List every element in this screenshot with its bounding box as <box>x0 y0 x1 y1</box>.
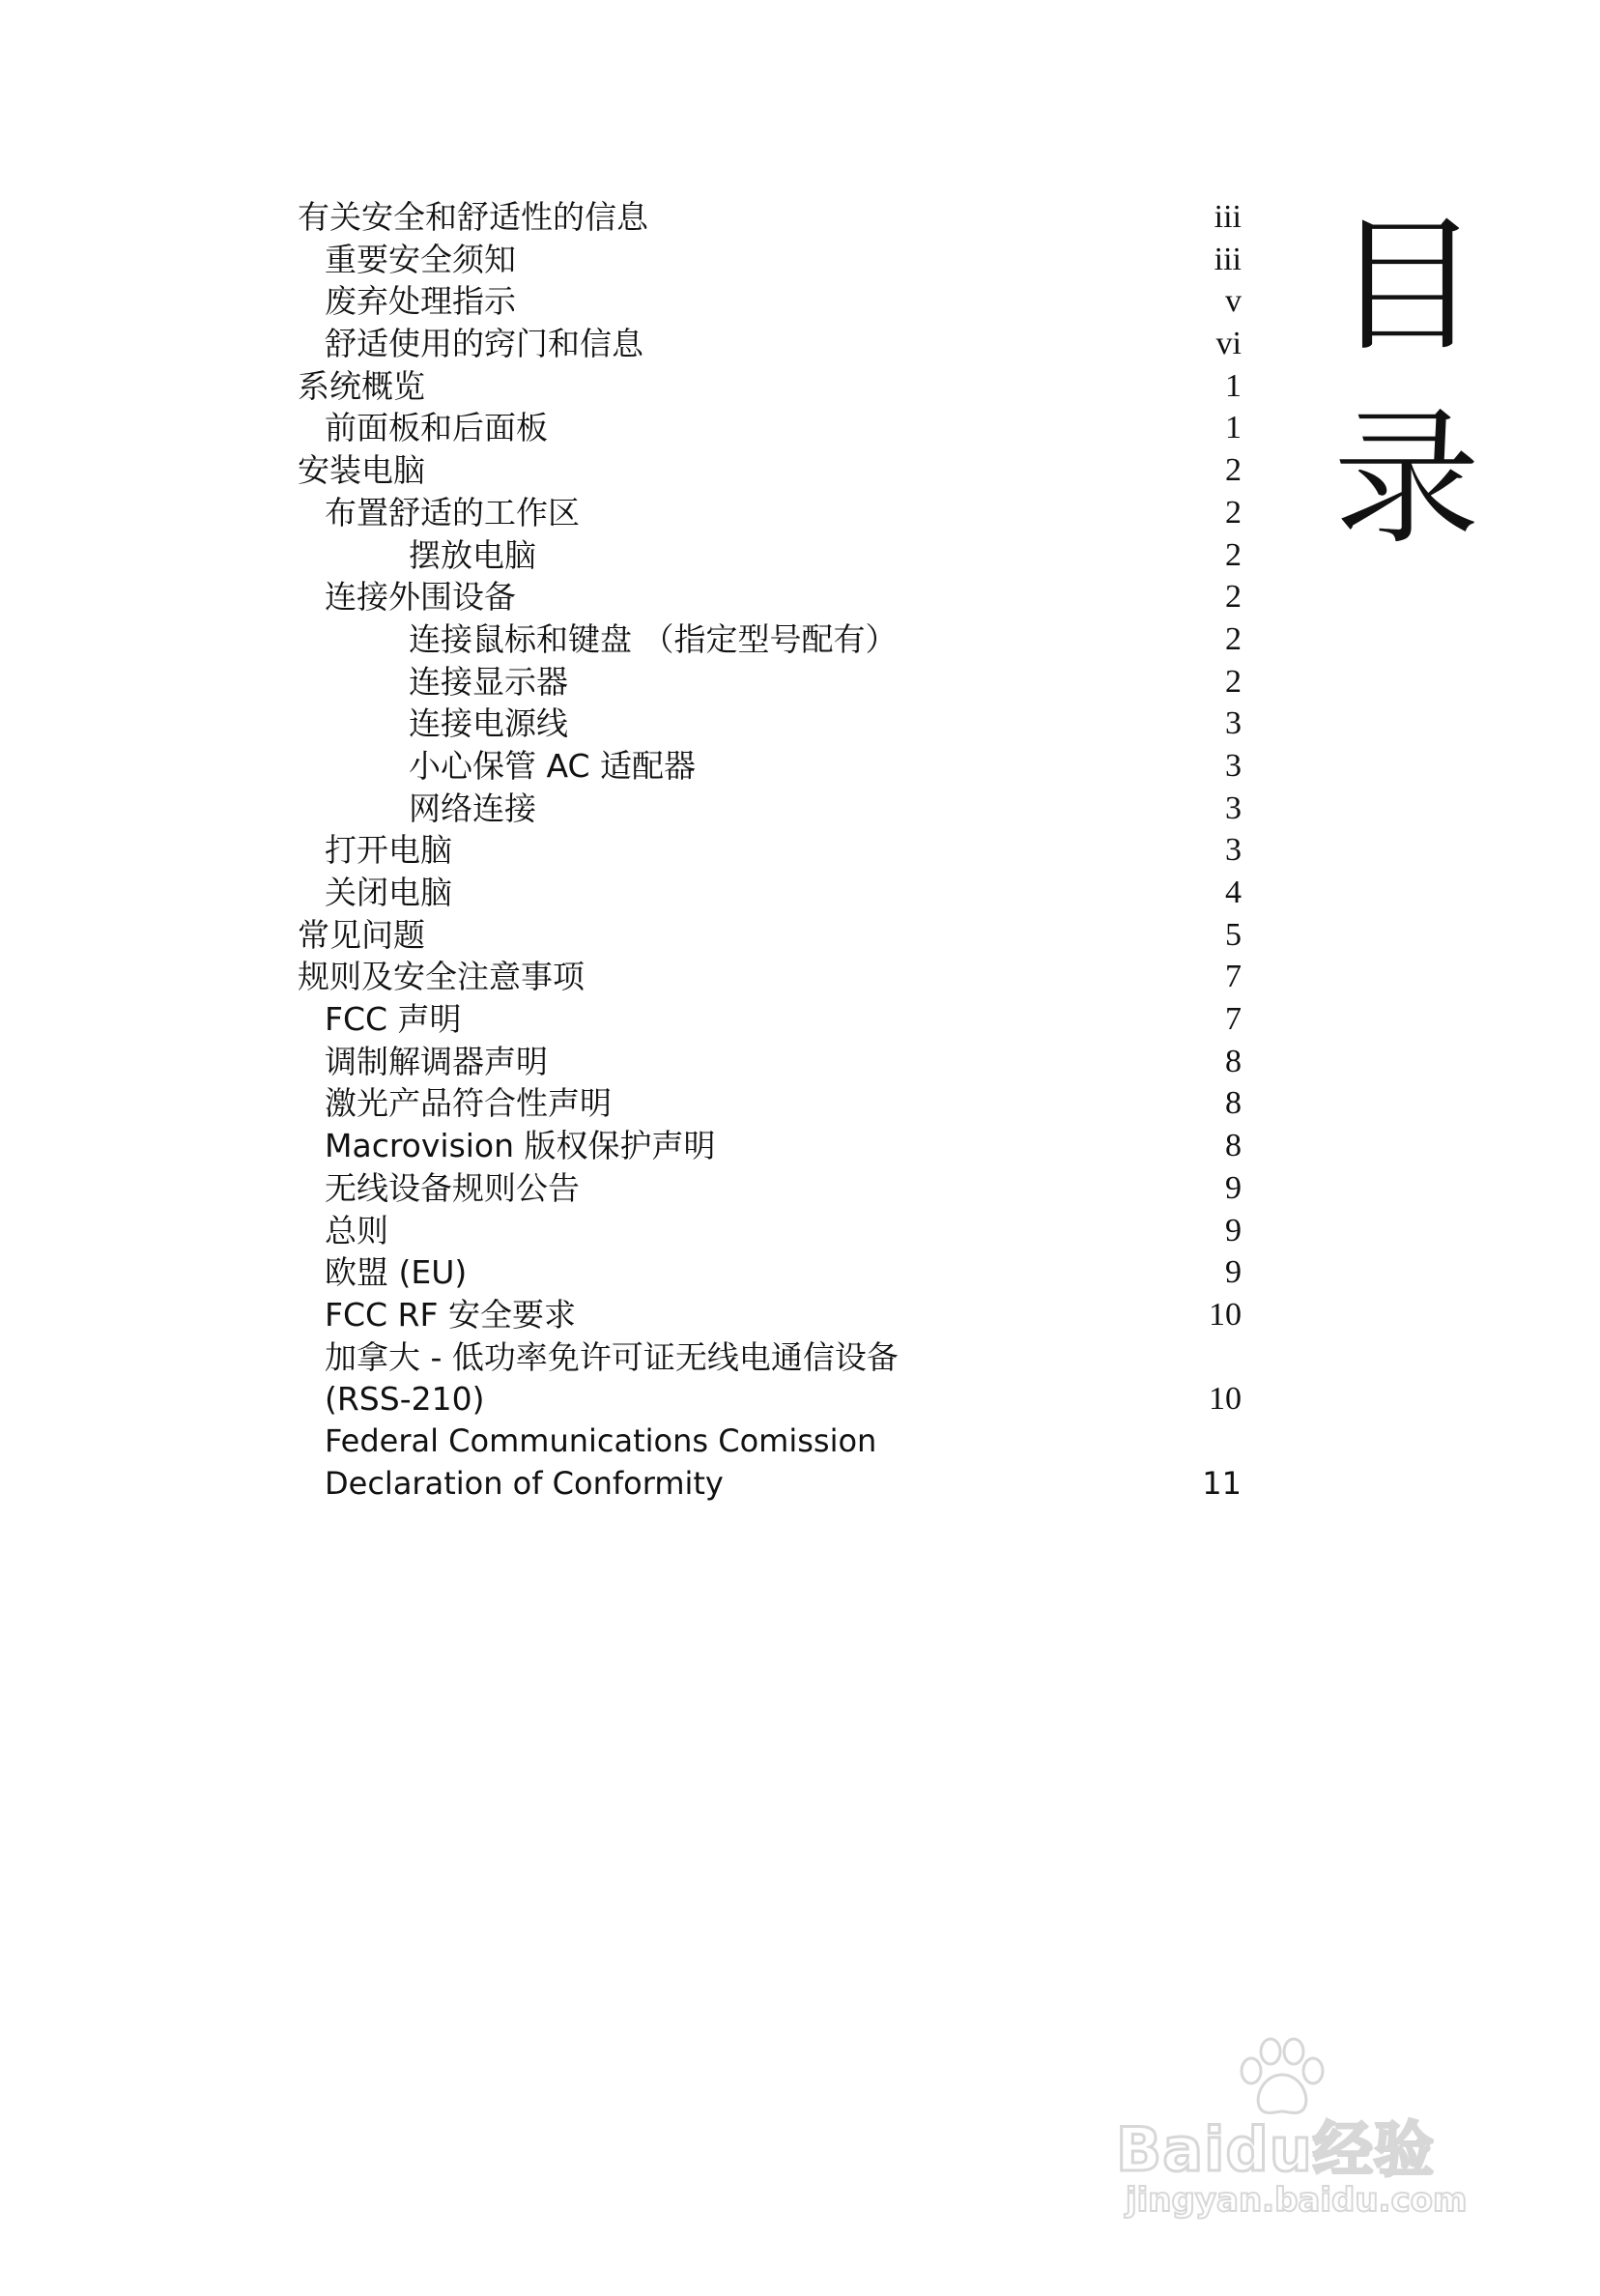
toc-entry <box>298 703 1242 745</box>
toc-entry-page-number: v <box>1225 283 1242 320</box>
toc-entry <box>298 576 1242 618</box>
toc-entry <box>298 956 1242 998</box>
toc-entry-page-number: 2 <box>1225 536 1242 573</box>
toc-entry <box>298 323 1242 365</box>
toc-entry-page-number: 10 <box>1209 1381 1242 1418</box>
toc-entry-page-number: 8 <box>1225 1043 1242 1079</box>
toc-entry-title: 总则 <box>325 1211 388 1249</box>
chapter-title-char-2: 录 <box>1333 393 1480 564</box>
toc-entry-title: Declaration of Conformity <box>325 1464 724 1502</box>
toc-entry <box>298 1082 1242 1125</box>
toc-entry <box>298 449 1242 492</box>
chapter-title <box>1333 189 1480 576</box>
toc-entry-title: 关闭电脑 <box>325 874 452 911</box>
toc-entry-title: 前面板和后面板 <box>325 409 548 447</box>
toc-entry-page-number: 7 <box>1225 1001 1242 1038</box>
toc-entry <box>298 1041 1242 1083</box>
toc-entry-title: 安装电脑 <box>298 451 425 490</box>
toc-entry <box>298 280 1242 323</box>
toc-entry-page-number: vi <box>1215 326 1242 362</box>
toc-entry <box>298 829 1242 872</box>
watermark-url: jingyan.baidu.com <box>1126 2181 1468 2220</box>
toc-entry <box>298 1378 1242 1421</box>
toc-entry <box>298 365 1242 408</box>
toc-entry-page-number: 2 <box>1225 494 1242 531</box>
toc-entry <box>298 534 1242 577</box>
toc-entry <box>298 1167 1242 1210</box>
watermark-brand: Baidu经验 <box>1116 2114 1435 2185</box>
toc-entry-title: (RSS-210) <box>325 1380 485 1419</box>
toc-entry-title: FCC RF 安全要求 <box>325 1295 576 1334</box>
toc-entry-page-number: 1 <box>1225 410 1242 446</box>
toc-entry-title: Macrovision 版权保护声明 <box>325 1127 716 1165</box>
toc-entry-title: 废弃处理指示 <box>325 282 516 321</box>
toc-entry <box>298 1421 1242 1463</box>
toc-entry <box>298 492 1242 534</box>
toc-entry-page-number: 3 <box>1225 705 1242 742</box>
toc-entry-page-number: 2 <box>1225 620 1242 657</box>
toc-entry-title: 舒适使用的窍门和信息 <box>325 325 643 363</box>
table-of-contents <box>298 196 1242 1505</box>
toc-entry <box>298 407 1242 449</box>
toc-entry-page-number: 9 <box>1225 1169 1242 1206</box>
toc-entry <box>298 872 1242 914</box>
toc-entry-page-number: 5 <box>1225 916 1242 953</box>
baidu-jingyan-watermark <box>1116 2034 1502 2227</box>
toc-entry <box>298 998 1242 1041</box>
toc-entry <box>298 1251 1242 1294</box>
toc-entry-title: Federal Communications Comission <box>325 1421 877 1459</box>
toc-entry-title: 小心保管 AC 适配器 <box>409 746 697 785</box>
toc-entry <box>298 1210 1242 1252</box>
toc-entry <box>298 788 1242 830</box>
toc-entry-title: 连接外围设备 <box>325 578 516 617</box>
toc-entry-page-number: iii <box>1214 199 1242 235</box>
toc-entry <box>298 745 1242 788</box>
toc-entry-title: 无线设备规则公告 <box>325 1168 580 1207</box>
toc-entry <box>298 196 1242 239</box>
toc-entry-page-number: iii <box>1214 241 1242 277</box>
toc-entry-page-number: 4 <box>1225 875 1242 910</box>
toc-entry-page-number: 8 <box>1225 1128 1242 1164</box>
toc-entry-title: 连接鼠标和键盘 （指定型号配有） <box>409 619 898 658</box>
toc-entry-title: 重要安全须知 <box>325 240 516 278</box>
toc-entry-title: 欧盟 (EU) <box>325 1253 468 1292</box>
toc-entry-page-number: 9 <box>1225 1254 1242 1291</box>
toc-entry-page-number: 7 <box>1225 959 1242 995</box>
toc-entry-title: 调制解调器声明 <box>325 1042 548 1080</box>
toc-entry-title: 连接显示器 <box>409 662 568 701</box>
toc-entry-page-number: 10 <box>1209 1296 1242 1333</box>
toc-entry-page-number: 8 <box>1225 1085 1242 1122</box>
toc-entry <box>298 661 1242 703</box>
toc-entry-title: 规则及安全注意事项 <box>298 958 585 996</box>
toc-entry-page-number: 3 <box>1225 832 1242 869</box>
toc-entry <box>298 1294 1242 1336</box>
toc-entry-page-number: 1 <box>1225 367 1242 404</box>
toc-entry <box>298 1336 1242 1379</box>
toc-entry-page-number: 3 <box>1225 747 1242 784</box>
toc-entry-title: 打开电脑 <box>325 831 452 870</box>
toc-entry <box>298 1463 1242 1506</box>
toc-entry <box>298 914 1242 957</box>
toc-entry-page-number: 2 <box>1225 579 1242 616</box>
toc-entry-title: 摆放电脑 <box>409 535 536 574</box>
toc-entry-title: 系统概览 <box>298 366 425 405</box>
toc-entry <box>298 1125 1242 1167</box>
toc-entry-title: FCC 声明 <box>325 1000 462 1039</box>
toc-entry-page-number: 2 <box>1225 452 1242 489</box>
chapter-title-char-1: 目 <box>1333 200 1480 371</box>
toc-entry-title: 布置舒适的工作区 <box>325 493 580 531</box>
toc-entry <box>298 618 1242 661</box>
toc-entry-page-number: 11 <box>1202 1464 1242 1502</box>
toc-entry-title: 连接电源线 <box>409 704 568 743</box>
toc-entry <box>298 239 1242 281</box>
toc-entry-title: 有关安全和舒适性的信息 <box>298 198 648 236</box>
toc-entry-title: 加拿大 - 低功率免许可证无线电通信设备 <box>325 1337 899 1376</box>
toc-entry-title: 网络连接 <box>409 789 536 827</box>
toc-entry-page-number: 9 <box>1225 1212 1242 1248</box>
toc-entry-title: 激光产品符合性声明 <box>325 1084 612 1123</box>
toc-entry-page-number: 3 <box>1225 789 1242 826</box>
toc-entry-title: 常见问题 <box>298 915 425 954</box>
toc-entry-page-number: 2 <box>1225 663 1242 700</box>
